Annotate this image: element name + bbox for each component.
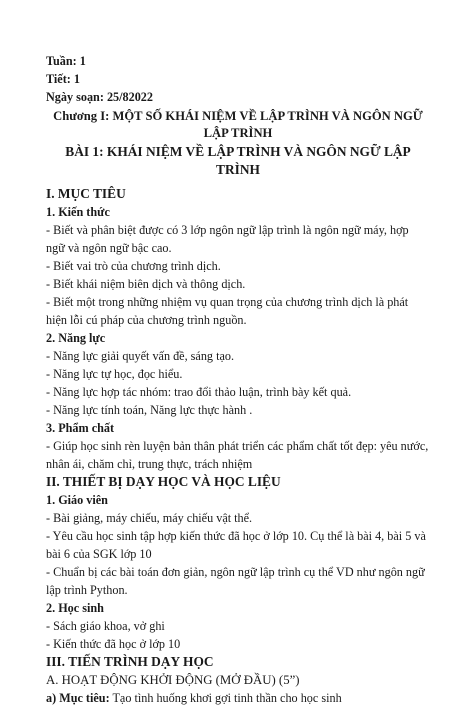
knowledge-item: - Biết khái niệm biên dịch và thông dịch. [46, 277, 246, 291]
competence-item: - Năng lực giải quyết vấn đề, sáng tạo. [46, 349, 235, 363]
goal-line [46, 689, 430, 707]
competence-item: - Năng lực hợp tác nhóm: trao đổi thảo luận, trình bày kết quả. [46, 385, 352, 399]
student-item: - Sách giáo khoa, vở ghi [46, 619, 165, 633]
activity-title: A. HOẠT ĐỘNG KHỞI ĐỘNG (MỞ ĐẦU) (5”) [46, 673, 300, 687]
quality-title: 3. Phẩm chất [46, 421, 115, 435]
lesson-title: BÀI 1: KHÁI NIỆM VỀ LẬP TRÌNH VÀ NGÔN NGỮ LẬP TRÌNH [65, 144, 411, 177]
date-label: Ngày soạn: 25/82022 [46, 90, 153, 104]
competence-item: - Năng lực tính toán, Năng lực thực hành . [46, 403, 253, 417]
student-title: 2. Học sinh [46, 601, 104, 615]
knowledge-item: - Biết một trong những nhiệm vụ quan trọng của chương trình dịch là phát hiện lỗi cú pháp của chương trình nguồn. [46, 295, 409, 327]
teacher-item: - Chuẩn bị các bài toán đơn giản, ngôn ngữ lập trình cụ thể VD như ngôn ngữ lập trình Python. [46, 565, 425, 597]
goal-text: Tạo tình huống khơi gợi tinh thần cho học sinh [109, 691, 342, 705]
knowledge-item: - Biết vai trò của chương trình dịch. [46, 259, 221, 273]
period-label: Tiết: 1 [46, 72, 80, 86]
teacher-item: - Yêu cầu học sinh tập hợp kiến thức đã học ở lớp 10. Cụ thể là bài 4, bài 5 và bài 6 của SGK lớp 10 [46, 529, 426, 561]
knowledge-title: 1. Kiến thức [46, 205, 110, 219]
lesson-plan-page [46, 52, 430, 707]
competence-item: - Năng lực tự học, đọc hiểu. [46, 367, 183, 381]
knowledge-item: - Biết và phân biệt được có 3 lớp ngôn ngữ lập trình là ngôn ngữ máy, hợp ngữ và ngôn ngữ bậc cao. [46, 223, 409, 255]
section-objectives-title: I. MỤC TIÊU [46, 186, 126, 201]
teacher-item: - Bài giảng, máy chiếu, máy chiếu vật thể. [46, 511, 253, 525]
competence-title: 2. Năng lực [46, 331, 106, 345]
quality-item: - Giúp học sinh rèn luyện bản thân phát triển các phẩm chất tốt đẹp: yêu nước, nhân ái, chăm chỉ, trung thực, trách nhiệm [46, 439, 429, 471]
student-item: - Kiến thức đã học ở lớp 10 [46, 637, 181, 651]
section-equipment-title: II. THIẾT BỊ DẠY HỌC VÀ HỌC LIỆU [46, 474, 281, 489]
goal-label: a) Mục tiêu: [46, 691, 110, 705]
section-process-title: III. TIẾN TRÌNH DẠY HỌC [46, 654, 214, 669]
chapter-title: Chương I: MỘT SỐ KHÁI NIỆM VỀ LẬP TRÌNH VÀ NGÔN NGỮ LẬP TRÌNH [53, 109, 423, 140]
teacher-title: 1. Giáo viên [46, 493, 108, 507]
week-label: Tuần: 1 [46, 54, 86, 68]
